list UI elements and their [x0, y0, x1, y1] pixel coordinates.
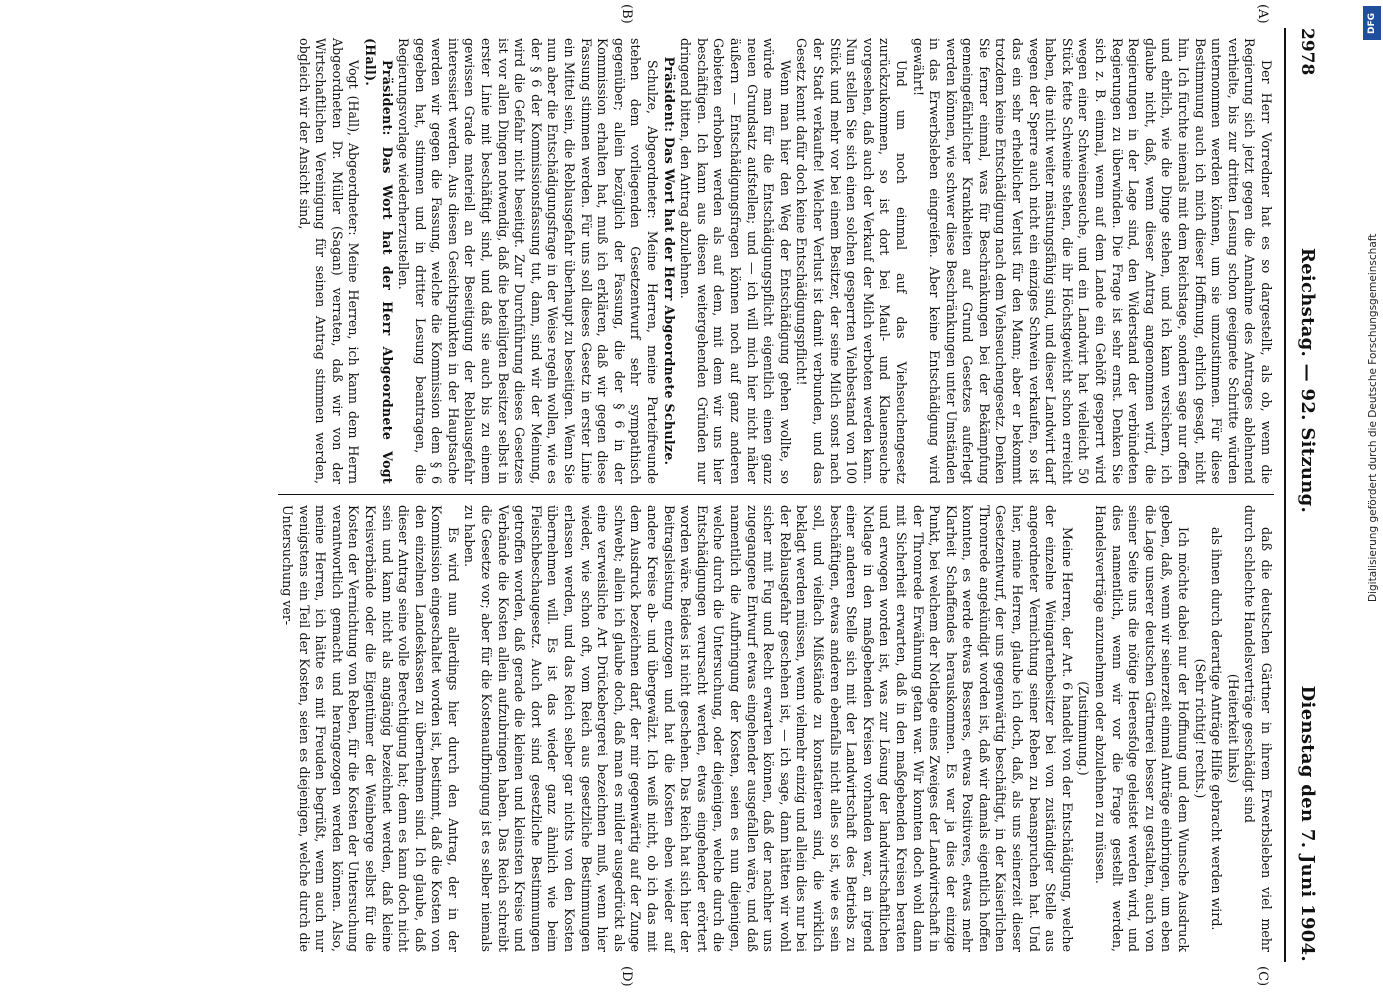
paragraph: Und um noch einmal auf das Viehseuchengesetz zurückzukommen, so ist dort bei Maul- und Klauenseuche vorgesehen, daß auch der Verkauf der Milch verboten werden kann. Nun stellen Sie sich einen solchen gesperrten Viehbestand von 100 Stück und mehr vor bei einem Besitzer, der seine Milch sonst nach der Stadt verkaufte! Welcher Verlust ist damit verbunden, und das Gesetz kennt dafür doch keine Entschädigungspflicht!: [794, 38, 909, 484]
dfg-logo: DFG: [1363, 6, 1381, 40]
digitization-notice: Digitalisierung gefördert durch die Deutsche Forschungsgemeinschaft: [1367, 233, 1379, 602]
paragraph: Ich möchte dabei nur der Hoffnung und dem Wunsche Ausdruck geben, daß, wenn wir seinerzeit einmal Anträge einbringen, um eben die Lage unserer deutschen Gärtnerei besser zu gestalten, auch von seiner Seite uns die nötige Heeresfolge geleistet werden wird, und dies namentlich, wenn wir vor die Frage gestellt werden, Handelsverträge anzunehmen oder abzulehnen zu müssen.: [1093, 505, 1192, 952]
paragraph: Vogt (Hall), Abgeordneter: Meine Herren, ich kann dem Herrn Abgeordneten Dr. Müller (Sagan) verraten, daß wir von der Wirtschaftlichen Vereinigung für seinen Antrag stimmen werden, obgleich wir der Ansicht sind,: [296, 38, 362, 484]
digitization-sidebar: [1361, 4, 1381, 604]
interjection: (Sehr richtig! rechts.): [1192, 658, 1208, 799]
margin-marker-a: (A): [1255, 4, 1270, 24]
interjection: (Zustimmung.): [1076, 681, 1092, 776]
right-column: [278, 495, 1274, 962]
left-column: [278, 28, 1274, 495]
session-date: Dienstag den 7. Juni 1904.: [1297, 685, 1318, 962]
newspaper-page: [50, 0, 1340, 990]
speaker-line: Präsident: Das Wort hat der Herr Abgeordnete Schulze.: [661, 56, 677, 466]
speaker-line: Präsident: Das Wort hat der Herr Abgeordnete Vogt (Hall).: [362, 38, 395, 484]
paragraph: daß die deutschen Gärtner in ihrem Erwerbsleben viel mehr durch schlechte Handelsverträge geschädigt sind: [1242, 505, 1274, 952]
paragraph: Meine Herren, der Art. 6 handelt von der Entschädigung, welche der einzelne Weingartenbesitzer bei von zuständiger Stelle aus angeordneter Vernichtung seiner Reben zu beanspruchen hat. Und hier, meine Herren, glaube ich doch, daß, als uns seinerzeit dieser Gesetzentwurf, der uns gegenwärtig beschäftigt, in der Kaiserlichen Thronrede angekündigt worden ist, daß wir damals eigentlich hoffen konnten, es werde etwas Besseres, etwas Positiveres, etwas mehr Klarheit Schaffendes herauskommen. Es war ja dies der einzige Punkt, bei welchem der Notlage eines Zweiges der Landwirtschaft in der Thronrede Erwähnung getan war. Wir konnten doch wohl dann mit Sicherheit erwarten, daß in den maßgebenden Kreisen beraten und erwogen worden ist, was zur Lösung der landwirtschaftlichen Notlage in den maßgebenden Kreisen vorhanden war, an irgend einer anderen Stelle sich mit der Landwirtschaft des Betriebs zu beschäftigen, etwas anderen ebenfalls nicht alles so ist, wie es sein soll, und vielfach Mißstände zu konstatieren sind, die wirklich beklagt werden müssen, wenn vielmehr einzig und allein dies nur bei der Reblausgefahr geschehen ist, — ich sage, dann hätten wir wohl sicher mit Fug und Recht erwarten können, daß der nachher uns zugegangene Entwurf etwas eingehender ausgefallen wäre, und daß namentlich die Aufbringung der Kosten, seien es nun diejenigen, welche durch die Untersuchung, oder diejenigen, welche durch die Entschädigungen verursacht werden, etwas eingehender erörtert worden wäre. Beides ist nicht geschehen. Das Reich hat sich hier der Beitragsleistung entzogen und hat die Kosten eben wieder auf andere Kreise ab- und übergewälzt. Ich weiß nicht, ob ich das mit dem Ausdruck bezeichnen darf, der mir gegenwärtig auf der Zunge schwebt; allein ich glaube doch, daß man es milder ausgedrückt als eine verweisliche Art Drückebergerei bezeichnen muß, wenn hier wieder, wie schon oft, vom Reich aus gesetzliche Bestimmungen erlassen werden, und das Reich selber gar nichts von den Kosten übernehmen will. Es ist das wieder ganz ähnlich wie beim Fleischbeschaugesetz. Auch dort sind gesetzliche Bestimmungen getroffen worden, daß gerade die kleinen und kleinsten Kreise und Verbände die Kosten allein aufzubringen haben. Das Reich schreibt die Gesetze vor; aber für die Kostenaufbringung ist es selber niemals zu haben.: [462, 505, 1075, 952]
page-header: [1284, 28, 1318, 962]
margin-marker-d: (D): [619, 966, 634, 987]
paragraph: Es wird nun allerdings hier durch den Antrag, der in der Kommission eingeschaltet worden ist, bestimmt, daß die Kosten von den einzelnen Landeskassen zu übernehmen sind. Ich glaube, daß dieser Antrag seine volle Berechtigung hat; denn es kann doch nicht sein und kann nicht als angängig bezeichnet werden, daß kleine Kreisverbände oder die Eigentümer der Weinberge selbst für die Kosten der Vernichtung von Reben, für die Kosten der Untersuchung verantwortlich gemacht und herangezogen werden können. Also, meine Herren, ich hätte es mit Freuden begrüßt, wenn auch nur wenigstens ein Teil der Kosten, seien es diejenigen, welche durch die Untersuchung ver-: [279, 505, 461, 952]
paragraph: Der Herr Vorredner hat es so dargestellt, als ob, wenn die Regierung sich jetzt gegen die Annahme des Antrages ablehnend verhielte, bis zur dritten Lesung schon geeignete Schritte würden unternommen werden können, um sie umzustimmen. Für diese Bestimmung auch ich mich dieser Hoffnung, ehrlich gesagt, nicht hin. Ich fürchte niemals mit dem Reichstage, sondern sage nur offen und ehrlich, wie die Dinge stehen, und ich kann versichern, ich glaube nicht, daß, wenn dieser Antrag angenommen wird, die Regierungen in der Lage sind, den Widerstand der verbündeten Regierungen zu überwinden. Die Frage ist sehr ernst. Denken Sie sich z. B. einmal, wenn auf dem Lande ein Gehöft gesperrt wird wegen einer Schweineseuche, und ein Landwirt hat vielleicht 50 Stück fette Schweine stehen, die ihr Höchstgewicht schon erreicht haben, die nicht weiter mästungsfähig sind, und dieser Landwirt darf wegen der Sperre auch nicht ein einziges Schwein verkaufen, so ist das ein sehr erheblicher Verlust für den Mann; aber er bekommt trotzdem keine Entschädigung nach dem Viehseuchengesetz. Denken Sie ferner einmal, was für Beschränkungen bei der Bekämpfung gemeingefährlicher Krankheiten auf Grund Gesetzes auferlegt werden können, wie schwer diese Beschränkungen unter Umständen in das Erwerbsleben eingreifen. Aber keine Entschädigung wird gewährt!: [910, 38, 1274, 484]
margin-marker-b: (B): [619, 4, 634, 24]
paragraph: Schulze, Abgeordneter: Meine Herren, meine Parteifreunde stehen dem vorliegenden Gesetzentwurf sehr sympathisch gegenüber; allein bezüglich der Fassung, die der § 6 in der Kommission erhalten hat, muß ich erklären, daß wir gegen diese Fassung stimmen werden. Für uns soll dieses Gesetz in erster Linie ein Mittel sein, die Reblausgefahr überhaupt zu beseitigen. Wenn Sie nun aber die Entschädigungsfrage in der Weise regeln wollen, wie es der § 6 der Kommissionsfassung tut, dann, sind wir der Meinung, wird die Gefahr nicht beseitigt. Zur Durchführung dieses Gesetzes ist vor allen Dingen notwendig, daß die beteiligten Besitzer selbst in erster Linie mit beschäftigt sind, und daß sie auch bis zu einem gewissen Grade materiell an der Beseitigung der Reblausgefahr interessiert werden. Aus diesen Gesichtspunkten in der Hauptsache werden wir gegen die Fassung, welche die Kommission dem § 6 gegeben hat, stimmen und in dritter Lesung beantragen, die Regierungsvorlage wiederherzustellen.: [396, 38, 661, 484]
page-number: 2978: [1297, 28, 1317, 76]
text-columns: [278, 4, 1274, 987]
paragraph: als ihnen durch derartige Anträge Hilfe gebracht werden wird.: [1209, 527, 1225, 931]
paragraph: Wenn man hier den Weg der Entschädigung gehen wollte, so würde man für die Entschädigungspflicht eigentlich einen ganz neuen Grundsatz aufstellen; und — ich will mich hier nicht näher äußern — Entschädigungsfragen können noch auf ganz anderen Gebieten erhoben werden als auf dem, mit dem wir uns hier beschäftigen. Ich kann aus diesen weitergehenden Gründen nur dringend bitten, den Antrag abzulehnen.: [678, 38, 793, 484]
session-title: Reichstag. — 92. Sitzung.: [1297, 247, 1318, 514]
interjection: (Heiterkeit links): [1225, 673, 1241, 784]
margin-marker-c: (C): [1255, 966, 1270, 987]
